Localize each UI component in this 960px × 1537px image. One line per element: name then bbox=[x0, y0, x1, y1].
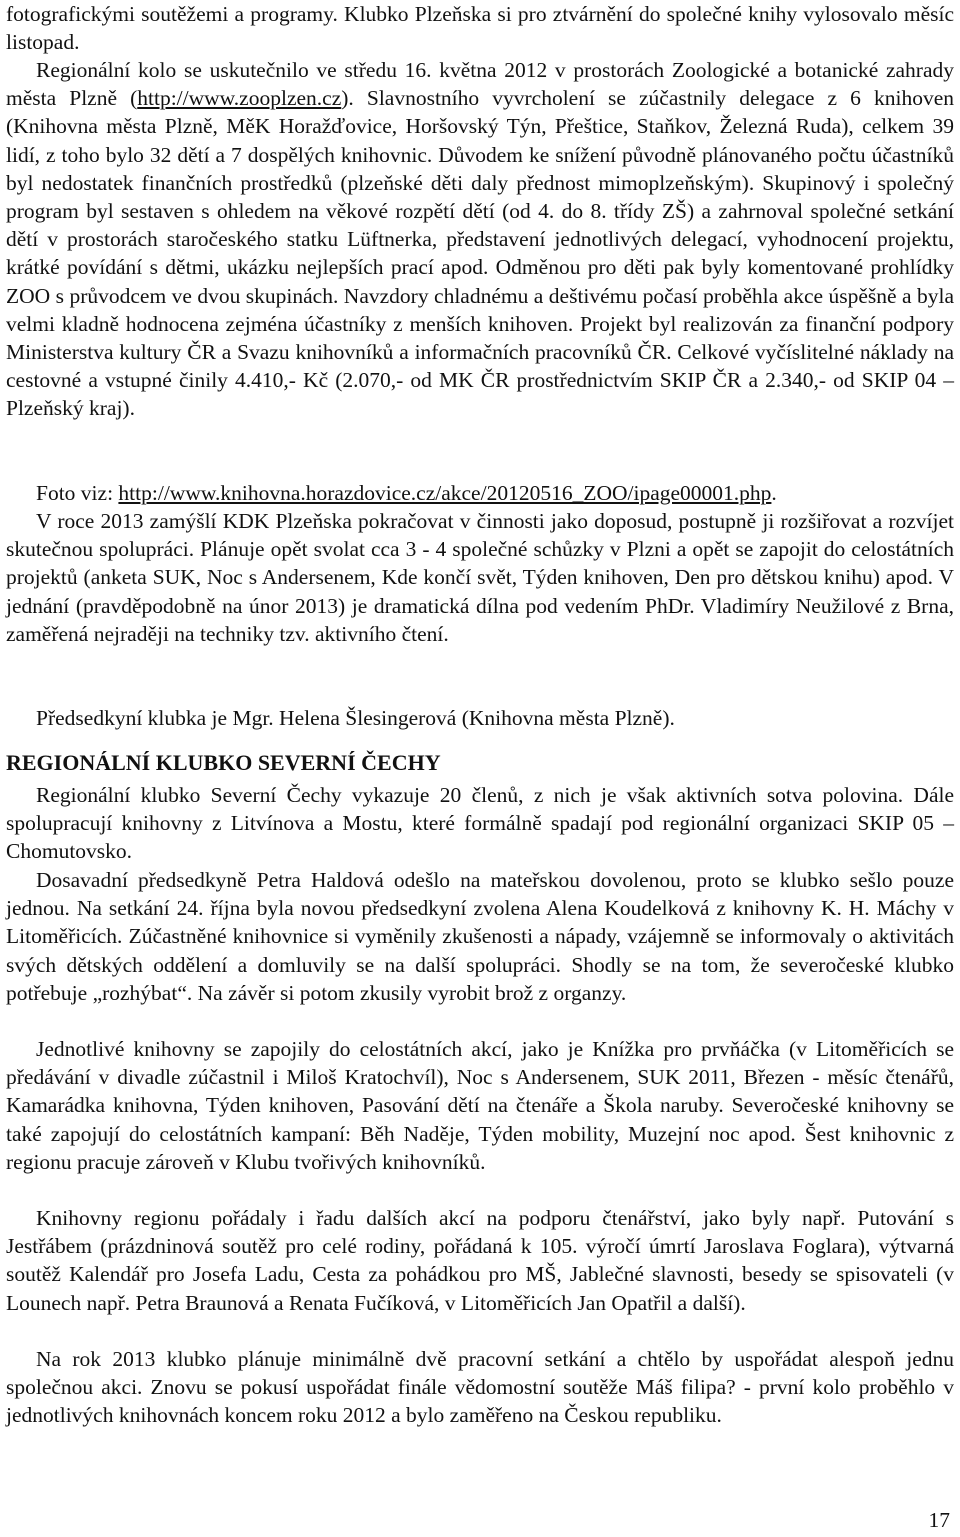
page-number: 17 bbox=[928, 1508, 950, 1532]
paragraph-meeting: Dosavadní předsedkyně Petra Haldová odešlo na mateřskou dovolenou, proto se klubko sešlo pouze jednou. Na setkání 24. října byla novou předsedkyní zvolena Alena Koudelková z knihovny K. H. Máchy v Litoměřicích. Zúčastněné knihovnice si vyměnily zkušenosti a nápady, vzájemně se informovaly o aktivitách svých dětských oddělení a domluvily se na další spolupráci. Shodly se na tom, že severočeské klubko potřebuje „rozhýbat“. Na závěr si potom zkusily vyrobit brož z organzy. bbox=[6, 868, 954, 1005]
paragraph-national-events: Jednotlivé knihovny se zapojily do celostátních akcí, jako je Knížka pro prvňáčka (v Litoměřicích se předávání v divadle zúčastnil i Miloš Kratochvíl), Noc s Andersenem, SUK 2011, Březen - měsíc čtenářů, Kamarádka knihovna, Týden knihoven, Pasování dětí na čtenáře a Škola naruby. Severočeské knihovny se také zapojují do celostátních kampaní: Běh Naděje, Týden mobility, Muzejní noc apod. Šest knihovnic z regionu pracuje zároveň v Klubu tvořivých knihovníků. bbox=[6, 1037, 954, 1174]
paragraph-regional-round bbox=[6, 56, 954, 423]
paragraph-members: Regionální klubko Severní Čechy vykazuje 20 členů, z nich je však aktivních sotva polovina. Dále spolupracují knihovny z Litvínova a Mostu, které formálně spadají pod regionální organizaci SKIP 05 – Chomutovsko. bbox=[6, 783, 954, 864]
paragraph-plans-2013: V roce 2013 zamýšlí KDK Plzeňska pokračovat v činnosti jako doposud, postupně ji rozšiřovat a rozvíjet skutečnou spolupráci. Plánuje opět svolat cca 3 - 4 společné schůzky v Plzni a opět se zapojit do celostátních projektů (anketa SUK, Noc s Andersenem, Kde končí svět, Týden knihoven, Den pro dětskou knihu) apod. V jednání (pravděpodobně na únor 2013) je dramatická dílna pod vedením PhDr. Vladimíry Neužilové z Brna, zaměřená nejraději na techniky tzv. aktivního čtení. bbox=[6, 509, 954, 646]
photo-label: Foto viz: bbox=[36, 481, 119, 505]
paragraph-regional-events: Knihovny regionu pořádaly i řadu dalších akcí na podporu čtenářství, jako byly např. Putování s Jestřábem (prázdninová soutěž pro celé rodiny, pořádaná k 105. výročí úmrtí Jaroslava Foglara), výtvarná soutěž Kalendář pro Josefa Ladu, Cesta za pohádkou pro MŠ, Jablečné slavnosti, besedy se spisovateli (v Lounech např. Petra Braunová a Renata Fučíková, v Litoměřicích Jan Opatřil a další). bbox=[6, 1206, 954, 1315]
paragraph-chairwoman: Předsedkyní klubka je Mgr. Helena Šlesingerová (Knihovna města Plzně). bbox=[36, 706, 675, 730]
photo-link[interactable]: http://www.knihovna.horazdovice.cz/akce/20120516_ZOO/ipage00001.php bbox=[118, 481, 772, 505]
paragraph-text: Regionální kolo se uskutečnilo ve středu 16. května 2012 v prostorách Zoologické a botanické zahrady města Plzně ( bbox=[6, 58, 954, 111]
paragraph-text: ). Slavnostního vyvrcholení se zúčastnily delegace z 6 knihoven (Knihovna města Plzně, MěK Horažďovice, Horšovský Týn, Přeštice, Staňkov, Železná Ruda), celkem 39 lidí, z toho bylo 32 dětí a 7 dospělých knihovnic. Důvodem ke snížení původně plánovaného počtu účastníků byl nedostatek finančních prostředků (plzeňské děti daly přednost mimoplzeňským). Skupinový i společný program byl sestaven s ohledem na věkové rozpětí dětí (od 4. do 8. třídy ZŠ) a zahrnoval společné setkání dětí v prostorách staročeského statku Lüftnerka, představení jednotlivých delegací, vyhodnocení projektu, krátké povídání s dětmi, ukázku nejlepších prací apod. Odměnou pro děti pak byly komentované prohlídky ZOO s průvodcem ve dvou skupinách. Navzdory chladnému a deštivému počasí proběhla akce úspěšně a byla velmi kladně hodnocena zejména účastníky z menších knihoven. Projekt byl realizován za finanční podpory Ministerstva kultury ČR a Svazu knihovníků a informačních pracovníků ČR. Celkové vyčíslitelné náklady na cestovné a vstupné činily 4.410,- Kč (2.070,- od MK ČR prostřednictvím SKIP ČR a 2.340,- od SKIP 04 – Plzeňský kraj). bbox=[6, 86, 954, 421]
zoo-link[interactable]: http://www.zooplzen.cz bbox=[137, 86, 342, 111]
paragraph-text: . bbox=[771, 481, 777, 505]
paragraph-plans-klubko: Na rok 2013 klubko plánuje minimálně dvě pracovní setkání a chtělo by uspořádat alespoň jednu společnou akci. Znovu se pokusí uspořádat finále vědomostní soutěže Máš filipa? - první kolo proběhlo v jednotlivých knihovnách koncem roku 2012 a bylo zaměřeno na Českou republiku. bbox=[6, 1347, 954, 1428]
paragraph-continuation: fotografickými soutěžemi a programy. Klubko Plzeňska si pro ztvárnění do společné knihy vylosovalo měsíc listopad. bbox=[6, 2, 954, 55]
section-heading: REGIONÁLNÍ KLUBKO SEVERNÍ ČECHY bbox=[6, 750, 441, 775]
paragraph-photo bbox=[6, 479, 954, 507]
